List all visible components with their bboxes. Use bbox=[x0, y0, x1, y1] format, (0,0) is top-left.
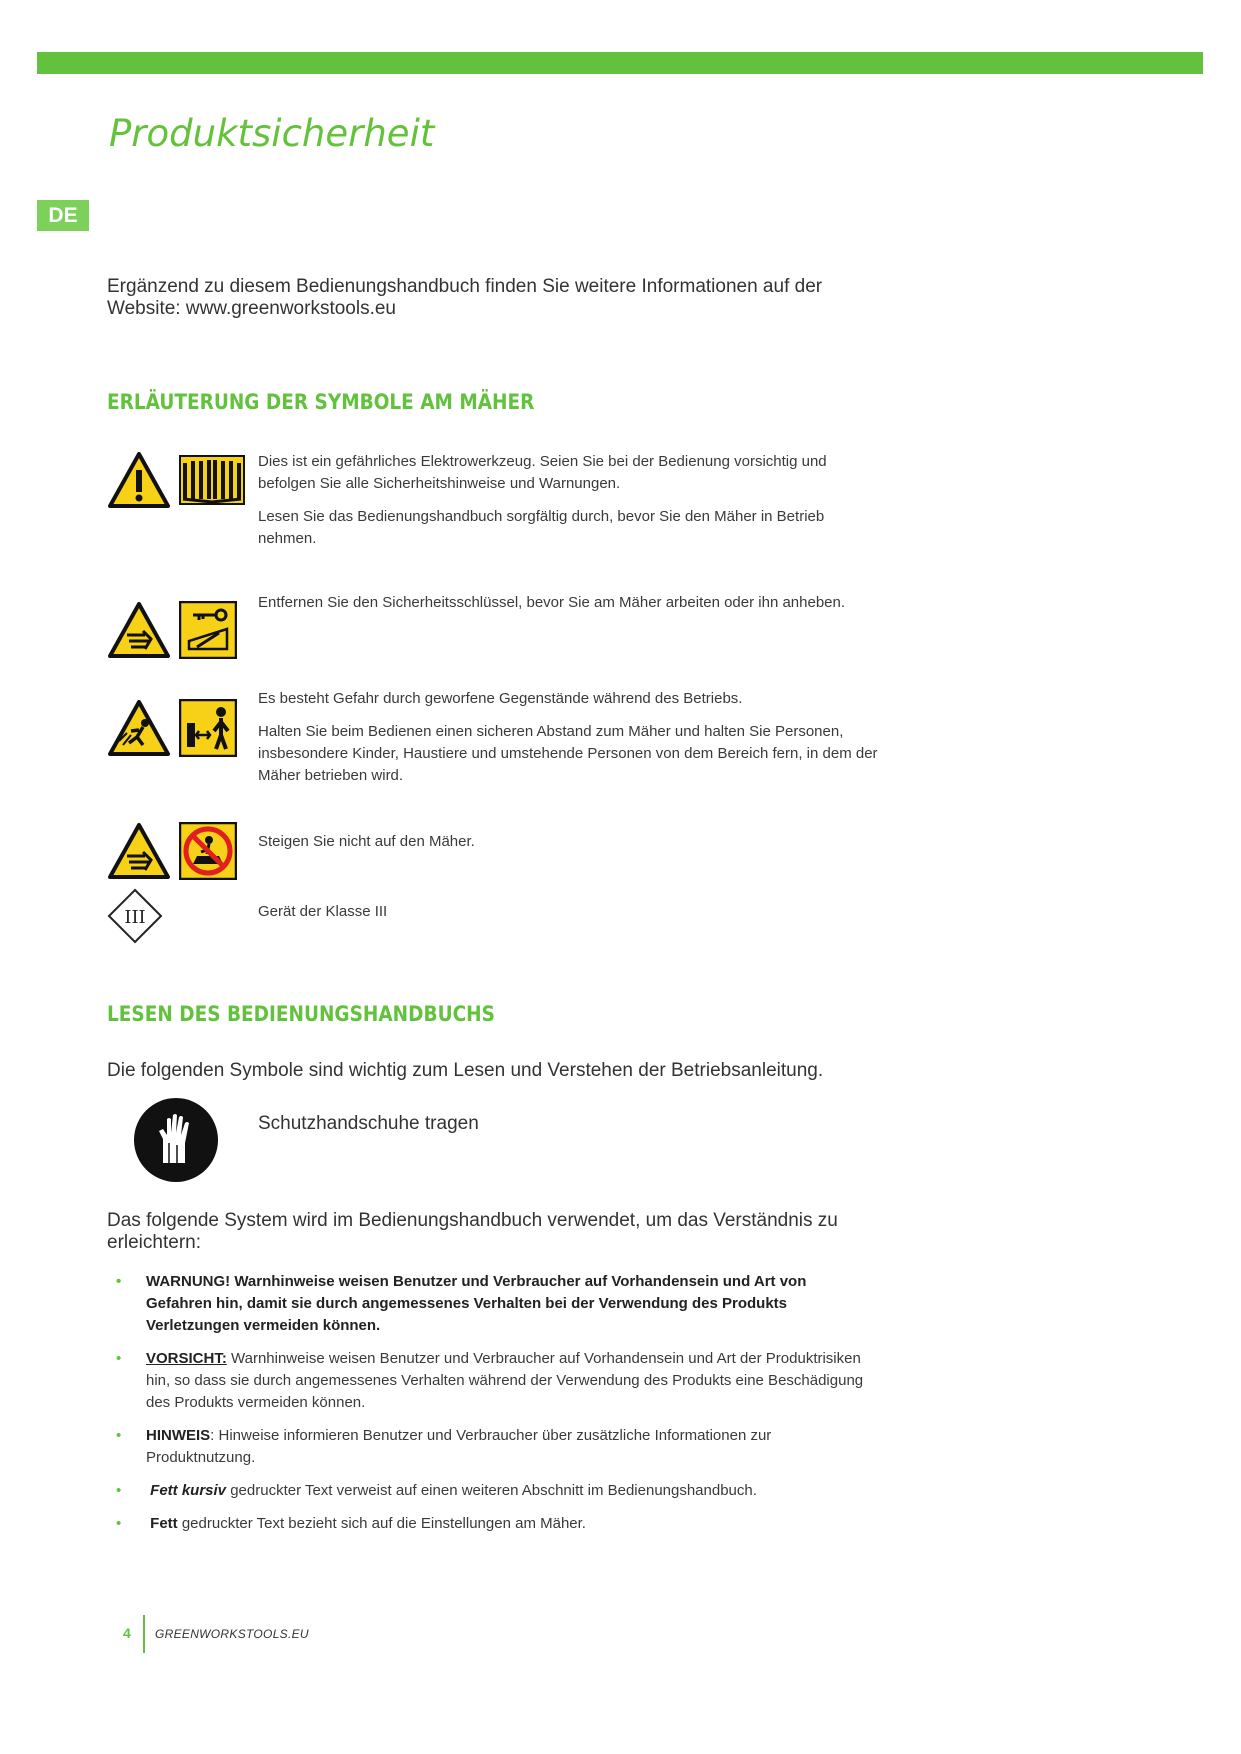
blade-hazard-icon bbox=[107, 822, 171, 880]
symbol-paragraph: Dies ist ein gefährliches Elektrowerkzeug. Seien Sie bei der Bedienung vorsichtig und befolgen Sie alle Sicherheitshinweise und Warnungen. bbox=[258, 453, 827, 492]
symbol-paragraph: Es besteht Gefahr durch geworfene Gegenstände während des Betriebs. bbox=[258, 690, 743, 707]
page-title: Produktsicherheit bbox=[109, 112, 435, 155]
system-intro-text: Das folgende System wird im Bedienungshandbuch verwendet, um das Verständnis zu erleichtern: bbox=[107, 1210, 838, 1253]
blade-hazard-icon bbox=[107, 601, 171, 659]
list-item: • Fett gedruckter Text bezieht sich auf die Einstellungen am Mäher. bbox=[116, 1515, 586, 1532]
warning-triangle-icon bbox=[107, 451, 171, 509]
symbol-description bbox=[258, 901, 883, 934]
symbol-description bbox=[258, 451, 883, 561]
symbol-icons-thrown bbox=[107, 699, 239, 757]
symbol-icons-no-riding bbox=[107, 822, 239, 880]
footer-website: GREENWORKSTOOLS.EU bbox=[155, 1627, 309, 1641]
notation-list bbox=[107, 1271, 867, 1546]
symbol-paragraph: Gerät der Klasse III bbox=[258, 903, 388, 920]
list-item: • VORSICHT: Warnhinweise weisen Benutzer und Verbraucher auf Vorhandensein und Art der Produktrisiken hin, so dass sie durch angemessenes Verhalten während der Verwendung des Produkts eine Beschädigung des Produkts vermeiden können. bbox=[116, 1350, 864, 1411]
manual-book-icon bbox=[179, 455, 245, 505]
symbol-description bbox=[258, 688, 883, 798]
top-accent-bar bbox=[37, 52, 1203, 74]
no-riding-icon bbox=[179, 822, 237, 880]
symbol-paragraph: Lesen Sie das Bedienungshandbuch sorgfältig durch, bevor Sie den Mäher in Betrieb nehmen. bbox=[258, 508, 825, 547]
symbol-paragraph: Halten Sie beim Bedienen einen sicheren Abstand zum Mäher und halten Sie Personen, insbesondere Kinder, Haustiere und umstehende Personen von dem Bereich fern, in dem der Mäher betrieben wird. bbox=[258, 723, 878, 784]
class-iii-label: III bbox=[124, 907, 146, 928]
thrown-objects-icon bbox=[107, 699, 171, 757]
bold-label: Fett bbox=[150, 1515, 178, 1532]
note-label: HINWEIS bbox=[146, 1427, 211, 1444]
bold-text: gedruckter Text bezieht sich auf die Einstellungen am Mäher. bbox=[177, 1515, 586, 1532]
caution-label: VORSICHT: bbox=[146, 1350, 227, 1367]
bold-italic-label: Fett kursiv bbox=[150, 1482, 227, 1499]
symbol-row-safety bbox=[107, 451, 887, 561]
footer-divider bbox=[143, 1615, 145, 1653]
note-text: : Hinweise informieren Benutzer und Verbraucher über zusätzliche Informationen zur Produktnutzung. bbox=[146, 1427, 772, 1466]
intro-text: Ergänzend zu diesem Bedienungshandbuch finden Sie weitere Informationen auf der Website: www.greenworkstools.eu bbox=[107, 276, 823, 319]
caution-text: Warnhinweise weisen Benutzer und Verbraucher auf Vorhandensein und Art der Produktrisiken hin, so dass sie durch angemessenes Verhalten während der Verwendung des Produkts eine Beschädigung des Produkts vermeiden können. bbox=[146, 1350, 864, 1411]
gloves-icon bbox=[133, 1097, 219, 1183]
list-item: • Fett kursiv gedruckter Text verweist auf einen weiteren Abschnitt im Bedienungshandbuch. bbox=[116, 1482, 757, 1499]
manual-section-heading: LESEN DES BEDIENUNGSHANDBUCHS bbox=[107, 1002, 495, 1026]
keep-distance-icon bbox=[179, 699, 237, 757]
list-item: • WARNUNG! Warnhinweise weisen Benutzer und Verbraucher auf Vorhandensein und Art von Gefahren hin, damit sie durch angemessenes Verhalten bei der Verwendung des Produkts Verletzungen vermeiden können. bbox=[116, 1273, 807, 1334]
symbols-lead-text: Die folgenden Symbole sind wichtig zum Lesen und Verstehen der Betriebsanleitung. bbox=[107, 1060, 824, 1081]
page-number: 4 bbox=[123, 1625, 131, 1641]
symbol-icons-key bbox=[107, 601, 239, 659]
remove-key-icon bbox=[179, 601, 237, 659]
list-item: • HINWEIS: Hinweise informieren Benutzer und Verbraucher über zusätzliche Informationen zur Produktnutzung. bbox=[116, 1427, 772, 1466]
gloves-label: Schutzhandschuhe tragen bbox=[258, 1113, 479, 1134]
language-badge: DE bbox=[37, 200, 89, 231]
bold-italic-text: gedruckter Text verweist auf einen weiteren Abschnitt im Bedienungshandbuch. bbox=[226, 1482, 757, 1499]
symbol-description bbox=[258, 592, 883, 625]
symbol-paragraph: Steigen Sie nicht auf den Mäher. bbox=[258, 833, 475, 850]
warning-text: WARNUNG! Warnhinweise weisen Benutzer und Verbraucher auf Vorhandensein und Art von Gefahren hin, damit sie durch angemessenes Verhalten bei der Verwendung des Produkts Verletzungen vermeiden können. bbox=[146, 1273, 807, 1334]
symbols-section-heading: ERLÄUTERUNG DER SYMBOLE AM MÄHER bbox=[107, 390, 535, 414]
symbol-paragraph: Entfernen Sie den Sicherheitsschlüssel, bevor Sie am Mäher arbeiten oder ihn anheben. bbox=[258, 594, 846, 611]
symbol-description bbox=[258, 831, 883, 864]
class-iii-icon bbox=[107, 888, 163, 944]
symbol-row-class-iii bbox=[107, 901, 887, 941]
